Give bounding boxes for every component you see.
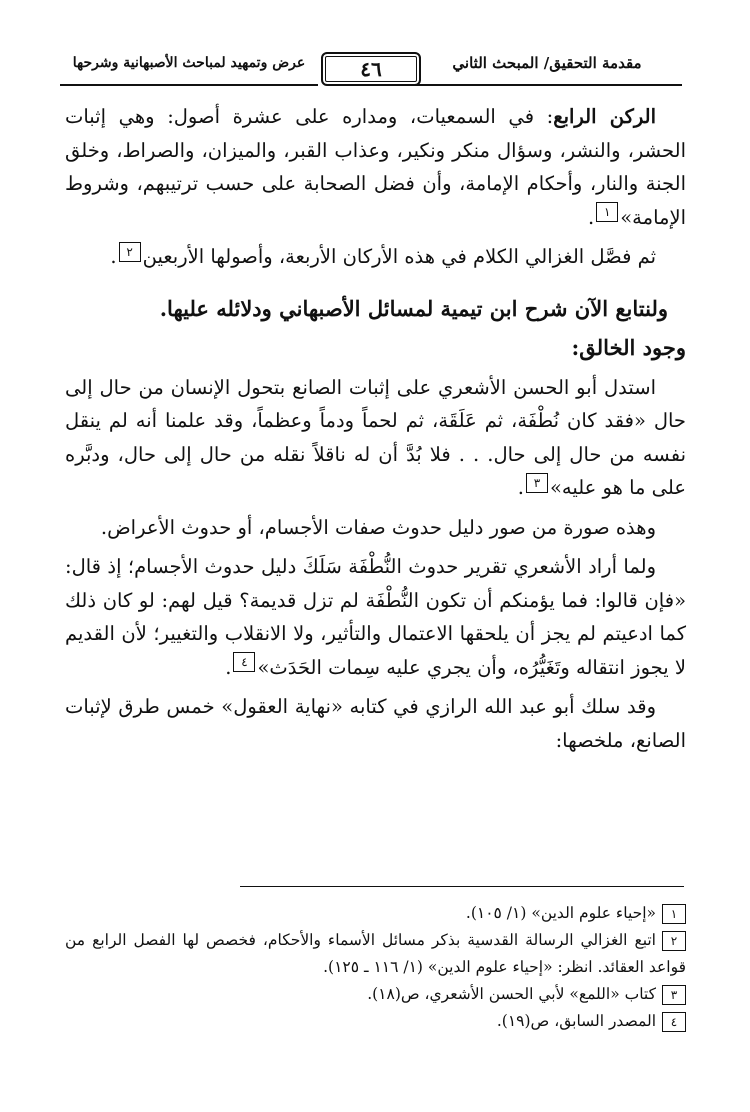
period: . <box>517 476 524 499</box>
footnote-4 <box>65 1008 686 1035</box>
paragraph-accidents: وهذه صورة من صور دليل حدوث صفات الأجسام، أو حدوث الأعراض. <box>100 515 656 539</box>
footnotes <box>65 900 686 1035</box>
footnote-3 <box>65 981 686 1008</box>
chapter-title: مقدمة التحقيق/ المبحث الثاني <box>412 52 682 74</box>
footnote-divider <box>240 886 684 887</box>
period: . <box>588 205 595 229</box>
footnote-2 <box>65 927 686 981</box>
footnote-ref-1[interactable]: ١ <box>596 202 618 222</box>
section-title: عرض وتمهيد لمباحث الأصبهانية وشرحها <box>60 52 318 74</box>
footnote-1 <box>65 900 686 927</box>
paragraph-razi: وقد سلك أبو عبد الله الرازي في كتابه «نهاية العقول» خمس طرق لإثبات الصانع، ملخصها: <box>65 695 686 752</box>
page-number: ٤٦ <box>321 52 421 86</box>
paragraph-text: : في السمعيات، ومداره على عشرة أصول: وهي إثبات الحشر، والنشر، وسؤال منكر ونكير، وعذاب القبر، والميزان، والصراط، وخلق الجنة والنار، وأحكام الإمامة، وأن فضل الصحابة على حسب ترتيبهم، وشروط الإمامة» <box>65 105 686 229</box>
footnote-number: ٢ <box>662 931 686 951</box>
term-fourth-pillar: الركن الرابع <box>553 105 656 128</box>
footnote-number: ١ <box>662 904 686 924</box>
transition-line: ولنتابع الآن شرح ابن تيمية لمسائل الأصبهاني ودلائله عليها. <box>159 295 668 321</box>
footnote-ref-3[interactable]: ٣ <box>526 473 548 493</box>
footnote-text: اتبع الغزالي الرسالة القدسية بذكر مسائل الأسماء والأحكام، فخصص لها الفصل الرابع من قواعد العقائد. انظر: «إحياء علوم الدين» (١/ ١١٦ ـ ١٢٥). <box>65 931 686 976</box>
period: . <box>110 245 117 268</box>
paragraph-text: استدل أبو الحسن الأشعري على إثبات الصانع بتحول الإنسان من حال إلى حال «فقد كان نُطْفَة، ثم عَلَقَة، ثم لحماً ودماً وعظماً، وقد علمنا أنه لم ينقل نفسه من حال إلى حال. . . فلا بُدَّ أن له ناقلاً نقله من حال إلى حال، ودبَّره على ما هو عليه» <box>65 375 686 499</box>
paragraph-ashari-proof <box>65 371 686 505</box>
footnote-text: «إحياء علوم الدين» (١/ ١٠٥). <box>465 904 656 922</box>
footnote-text: المصدر السابق، ص(١٩). <box>496 1012 656 1030</box>
body-text <box>65 100 686 757</box>
paragraph-fourth-pillar <box>65 100 686 234</box>
footnote-text: كتاب «اللمع» لأبي الحسن الأشعري، ص(١٨). <box>367 985 656 1003</box>
footnote-ref-4[interactable]: ٤ <box>233 652 255 672</box>
period: . <box>225 655 232 679</box>
running-head <box>60 52 682 92</box>
paragraph-sperm-origin <box>65 550 686 684</box>
footnote-number: ٤ <box>662 1012 686 1032</box>
paragraph-text: ثم فصَّل الغزالي الكلام في هذه الأركان الأربعة، وأصولها الأربعين <box>142 245 656 268</box>
paragraph-ghazali <box>65 240 686 274</box>
footnote-ref-2[interactable]: ٢ <box>119 242 141 262</box>
paragraph-text: ولما أراد الأشعري تقرير حدوث النُّطْفَة سَلَكَ دليل حدوث الأجسام؛ إذ قال: «فإن قالوا: فما يؤمنكم أن تكون النُّطْفَة لم تزل قديمة؟ قيل لهم: لو كان ذلك كما ادعيتم لم يجز أن يلحقها الاعتمال والتأثير، ولا الانقلاب والتغيير؛ لأن القديم لا يجوز انتقاله وتَغَيُّرُه، وأن يجري عليه سِمات الحَدَث» <box>65 555 686 679</box>
footnote-number: ٣ <box>662 985 686 1005</box>
section-heading: وجود الخالق: <box>571 335 686 360</box>
